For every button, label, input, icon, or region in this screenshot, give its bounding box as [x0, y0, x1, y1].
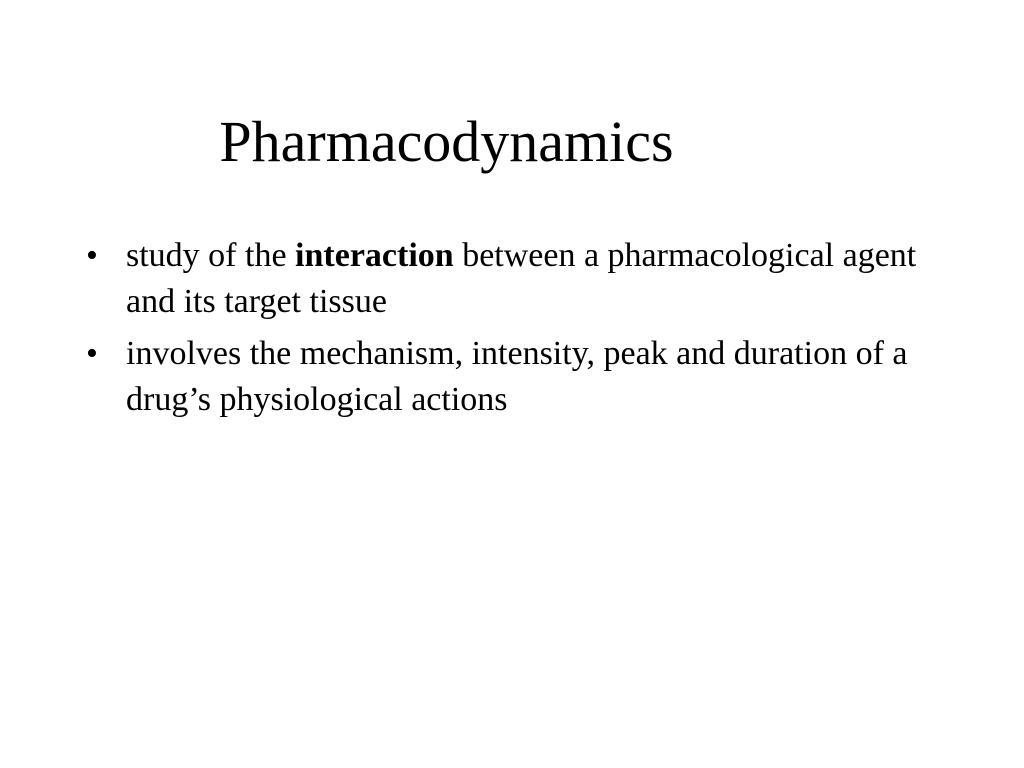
bullet-marker: •	[86, 237, 98, 274]
bullet-text: involves the mechanism, intensity, peak and duration of a drug’s physiological actions	[126, 335, 908, 418]
bullet-text-before: study of the	[126, 237, 296, 274]
bullet-list	[86, 233, 946, 429]
bullet-item-involves	[86, 331, 946, 423]
bullet-text-after: between a pharmacological agent and its target tissue	[126, 237, 917, 320]
bullet-item-study	[86, 233, 946, 325]
slide-title: Pharmacodynamics	[219, 109, 674, 174]
bullet-text-emphasis: interaction	[295, 237, 454, 274]
bullet-marker: •	[86, 335, 98, 372]
